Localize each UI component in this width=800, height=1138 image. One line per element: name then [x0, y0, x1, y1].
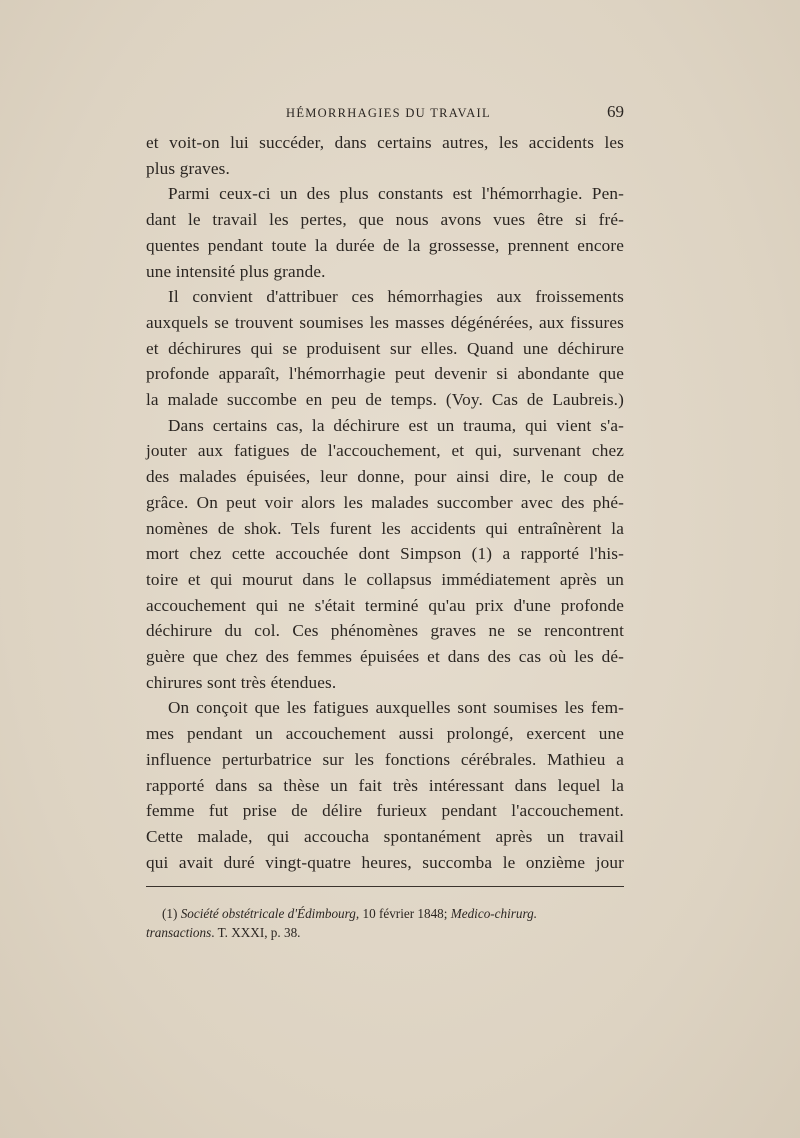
text-line: plus graves.	[146, 158, 230, 178]
footnote-journal: Société obstétricale d'Édimbourg,	[180, 906, 360, 921]
footnote-line	[146, 904, 624, 923]
text-line: et déchirures qui se produisent sur elles. Quand une déchirure	[146, 338, 624, 358]
text-line: influence perturbatrice sur les fonctions cérébrales. Mathieu a	[146, 749, 624, 769]
text-line: Cette malade, qui accoucha spontanément après un travail	[146, 826, 624, 846]
text-line: dant le travail les pertes, que nous avons vues être si fré-	[146, 210, 624, 230]
text-line: jouter aux fatigues de l'accouchement, et qui, survenant chez	[146, 441, 624, 461]
text-line: des malades épuisées, leur donne, pour ainsi dire, le coup de	[146, 467, 624, 487]
text-line: Il convient d'attribuer ces hémorrhagies aux froissements	[168, 287, 624, 307]
body-text	[146, 130, 624, 875]
footnote-line	[146, 923, 624, 942]
text-line: auxquels se trouvent soumises les masses dégénérées, aux fissures	[146, 312, 624, 332]
text-line: et voit-on lui succéder, dans certains autres, les accidents les	[146, 133, 624, 152]
text-line: femme fut prise de délire furieux pendant l'accouchement.	[146, 801, 624, 821]
footnote-marker: (1)	[162, 906, 178, 921]
text-line: une intensité plus grande.	[146, 261, 326, 281]
running-header	[146, 102, 624, 126]
footnote	[146, 904, 624, 942]
text-line: On conçoit que les fatigues auxquelles sont soumises les fem-	[168, 698, 624, 718]
text-line: chirures sont très étendues.	[146, 672, 337, 692]
footnote-divider	[146, 886, 624, 887]
page-number: 69	[607, 102, 624, 121]
text-line: toire et qui mourut dans le collapsus immédiatement après un	[146, 569, 624, 589]
text-line: mes pendant un accouchement aussi prolongé, exercent une	[146, 724, 624, 744]
text-line: déchirure du col. Ces phénomènes graves ne se rencontrent	[146, 621, 624, 641]
text-line: grâce. On peut voir alors les malades succomber avec des phé-	[146, 492, 624, 512]
text-line: guère que chez des femmes épuisées et dans des cas où les dé-	[146, 647, 624, 667]
text-line: qui avait duré vingt-quatre heures, succomba le onzième jour	[146, 852, 624, 872]
footnote-journal2: Medico-chirurg.	[450, 906, 538, 921]
text-line: accouchement qui ne s'était terminé qu'au prix d'une profonde	[146, 595, 624, 615]
text-line: rapporté dans sa thèse un fait très intéressant dans lequel la	[146, 775, 624, 795]
text-line: Dans certains cas, la déchirure est un trauma, qui vient s'a-	[168, 415, 624, 435]
footnote-reference: . T. XXXI, p. 38.	[211, 925, 301, 940]
running-title: HÉMORRHAGIES DU TRAVAIL	[286, 106, 491, 120]
text-line: la malade succombe en peu de temps. (Voy. Cas de Laubreis.)	[146, 390, 624, 410]
text-line: profonde apparaît, l'hémorrhagie peut devenir si abondante que	[146, 364, 624, 384]
text-line: quentes pendant toute la durée de la grossesse, prennent encore	[146, 235, 624, 255]
footnote-journal2-cont: transactions	[146, 925, 212, 940]
footnote-date: 10 février 1848;	[359, 906, 451, 921]
text-line: mort chez cette accouchée dont Simpson (1) a rapporté l'his-	[146, 544, 624, 564]
text-line: Parmi ceux-ci un des plus constants est l'hémorrhagie. Pen-	[168, 184, 624, 204]
text-line: nomènes de shok. Tels furent les accidents qui entraînèrent la	[146, 518, 624, 538]
